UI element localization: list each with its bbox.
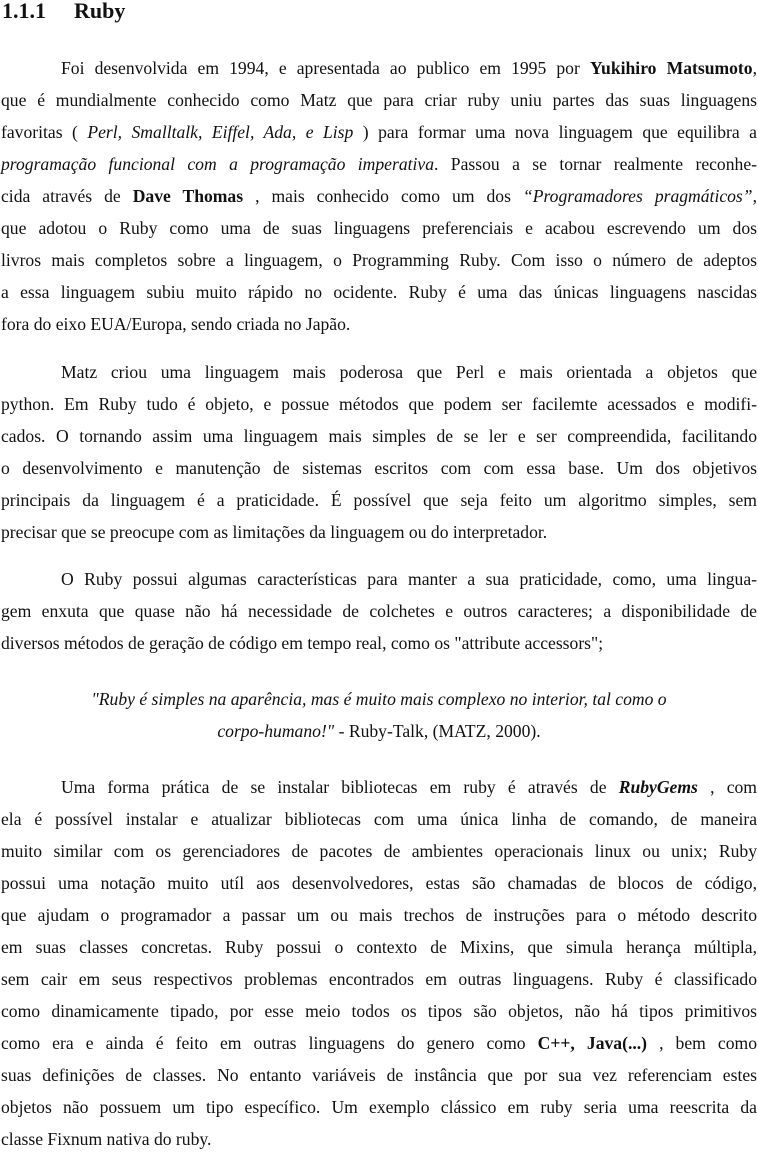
- paragraph-4-line: como era e ainda é feito em outras linguagens do genero como C++, Java(...) , bem como: [1, 1033, 757, 1053]
- paragraph-4-line: objetos não possuem um tipo específico. Um exemplo clássico em ruby seria uma reescrita da: [1, 1097, 757, 1117]
- section-number: 1.1.1: [2, 0, 46, 23]
- section-title: Ruby: [74, 0, 126, 23]
- paragraph-2-line: principais da linguagem é a praticidade. É possível que seja feito um algoritmo simples, sem: [1, 490, 757, 510]
- quote-text: corpo-humano!": [217, 721, 335, 741]
- programming-paradigms: programação funcional com a programação imperativa: [1, 154, 435, 174]
- paragraph-2-line: Matz criou uma linguagem mais poderosa que Perl e mais orientada a objetos que: [61, 362, 757, 382]
- paragraph-1-line: que adotou o Ruby como uma de suas linguagens preferenciais e acabou escrevendo um dos: [1, 218, 757, 238]
- paragraph-1-line: a essa linguagem subiu muito rápido no ocidente. Ruby é uma das únicas linguagens nascidas: [1, 282, 757, 302]
- paragraph-4-line: Uma forma prática de se instalar bibliotecas em ruby é através de RubyGems , com: [61, 777, 757, 797]
- paragraph-2-line: o desenvolvimento e manutenção de sistemas escritos com com essa base. Um dos objetivos: [1, 458, 757, 478]
- author-name: Yukihiro Matsumoto: [589, 58, 753, 78]
- paragraph-4-line: muito similar com os gerenciadores de pacotes de ambientes operacionais linux ou unix; Ruby: [1, 841, 757, 861]
- paragraph-4-line: ela é possível instalar e atualizar bibliotecas com uma única linha de comando, de maneira: [1, 809, 757, 829]
- languages-list: Perl, Smalltalk, Eiffel, Ada, e Lisp: [87, 122, 354, 142]
- paragraph-1-line: fora do eixo EUA/Europa, sendo criada no Japão.: [1, 314, 351, 334]
- paragraph-4-line: classe Fixnum nativa do ruby.: [1, 1129, 212, 1149]
- paragraph-4-line: sem cair em seus respectivos problemas encontrados em outras linguagens. Ruby é classificado: [1, 969, 757, 989]
- paragraph-3-line: O Ruby possui algumas características para manter a sua praticidade, como, uma lingua-: [61, 569, 757, 589]
- rubygems: RubyGems: [618, 777, 698, 797]
- cpp-java: C++, Java(...): [537, 1033, 647, 1053]
- quote-line: [1, 719, 757, 743]
- paragraph-4-line: suas definições de classes. No entanto variáveis de instância que por sua vez referenciam estes: [1, 1065, 757, 1085]
- paragraph-1-line: que é mundialmente conhecido como Matz que para criar ruby uniu partes das suas linguagens: [1, 90, 757, 110]
- paragraph-2-line: precisar que se preocupe com as limitações da linguagem ou do interpretador.: [1, 522, 548, 542]
- paragraph-3-line: gem enxuta que quase não há necessidade de colchetes e outros caracteres; a disponibilidade de: [1, 601, 757, 621]
- pragmatic-programmers: “Programadores pragmáticos”: [522, 186, 753, 206]
- paragraph-1-line: Foi desenvolvida em 1994, e apresentada ao publico em 1995 por Yukihiro Matsumoto,: [61, 58, 757, 78]
- paragraph-4-line: em suas classes concretas. Ruby possui o contexto de Mixins, que simula herança múltipla,: [1, 937, 757, 957]
- quote-line: "Ruby é simples na aparência, mas é muito mais complexo no interior, tal como o: [91, 689, 667, 709]
- paragraph-1-line: favoritas ( Perl, Smalltalk, Eiffel, Ada, e Lisp ) para formar uma nova linguagem que equilibra a: [1, 122, 757, 142]
- paragraph-3-line: diversos métodos de geração de código em tempo real, como os "attribute accessors";: [1, 633, 604, 653]
- paragraph-4-line: possui uma notação muito utíl aos desenvolvedores, estas são chamadas de blocos de código,: [1, 873, 757, 893]
- section-heading: [2, 0, 125, 24]
- quote-citation: - Ruby-Talk, (MATZ, 2000).: [338, 721, 541, 741]
- paragraph-4-line: como dinamicamente tipado, por esse meio todos os tipos são objetos, não há tipos primitivos: [1, 1001, 757, 1021]
- dave-thomas: Dave Thomas: [132, 186, 244, 206]
- paragraph-1-line: livros mais completos sobre a linguagem, o Programming Ruby. Com isso o número de adeptos: [1, 250, 757, 270]
- paragraph-1-line: cida através de Dave Thomas , mais conhecido como um dos “Programadores pragmáticos”,: [1, 186, 757, 206]
- paragraph-4-line: que ajudam o programador a passar um ou mais trechos de instruções para o método descrito: [1, 905, 757, 925]
- paragraph-2-line: cados. O tornando assim uma linguagem mais simples de se ler e ser compreendida, facilitando: [1, 426, 757, 446]
- paragraph-1-line: programação funcional com a programação imperativa. Passou a se tornar realmente reconhe-: [1, 154, 757, 174]
- paragraph-2-line: python. Em Ruby tudo é objeto, e possue métodos que podem ser facilemte acessados e modifi-: [1, 394, 757, 414]
